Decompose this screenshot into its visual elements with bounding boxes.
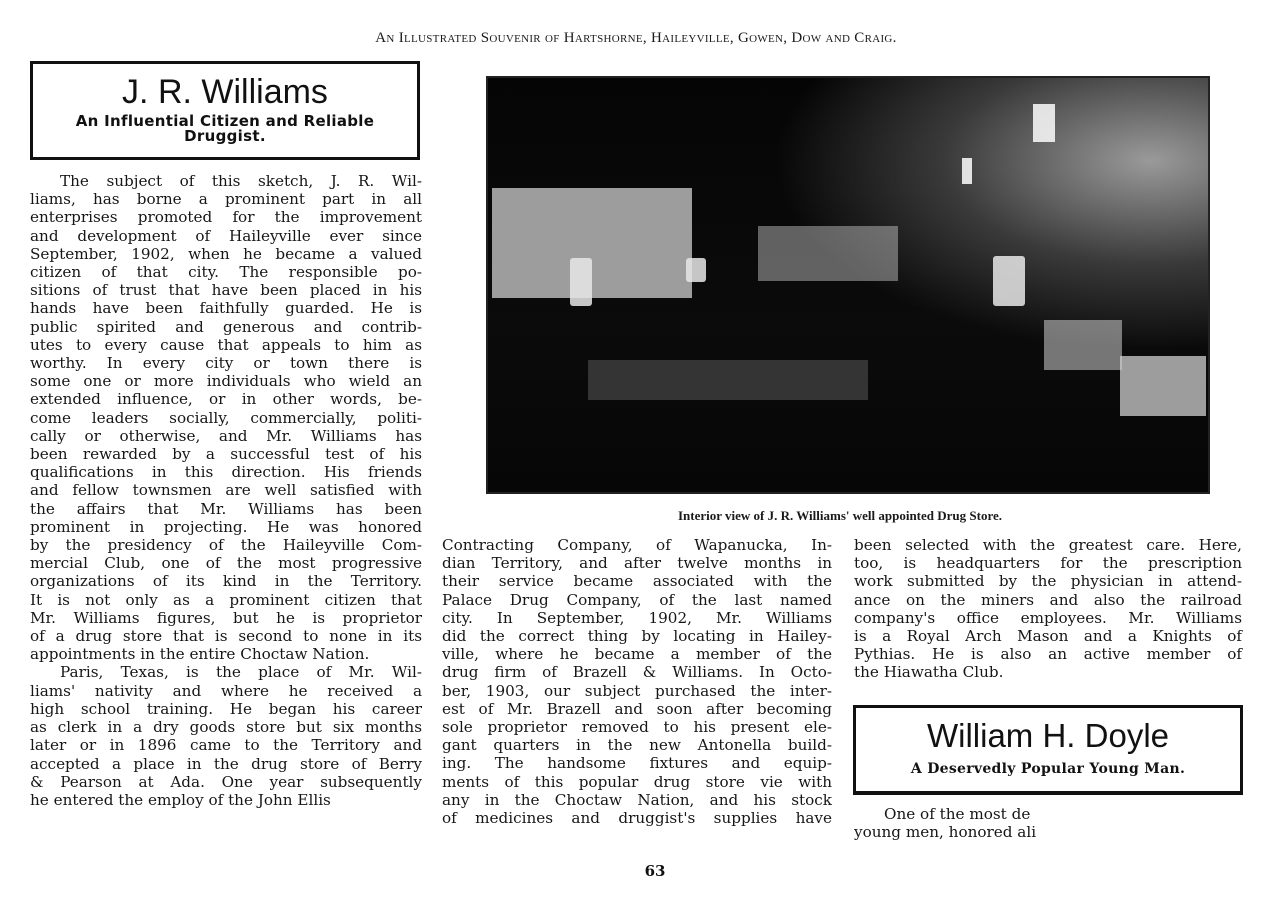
text-line: some one or more individuals who wield an (30, 372, 422, 391)
text-line: as clerk in a dry goods store but six months (30, 718, 422, 737)
text-line: qualifications in this direction. His friends (30, 463, 422, 482)
text-line: city. In September, 1902, Mr. Williams (442, 608, 832, 627)
text-line: public spirited and generous and contrib- (30, 317, 422, 336)
text-line: of medicines and druggist's supplies have (442, 809, 832, 828)
text-line: est of Mr. Brazell and soon after becoming (442, 699, 832, 718)
text-line: gant quarters in the new Antonella build- (442, 736, 832, 755)
text-line: citizen of that city. The responsible po- (30, 263, 422, 282)
text-line: One of the most de (884, 805, 1031, 823)
article-column-3 (854, 536, 1242, 682)
text-line: work submitted by the physician in attend- (854, 572, 1242, 591)
text-line: liams, has borne a prominent part in all (30, 190, 422, 209)
text-line: and fellow townsmen are well satisfied with (30, 481, 422, 500)
article-subtitle: A Deservedly Popular Young Man. (910, 761, 1186, 777)
running-head: An Illustrated Souvenir of Hartshorne, Haileyville, Gowen, Dow and Craig. (375, 30, 897, 46)
text-line: cally or otherwise, and Mr. Williams has (30, 426, 422, 445)
article-column-doyle (854, 805, 1242, 841)
photo-display-counter (1044, 320, 1122, 370)
photo-shelving-left (492, 188, 692, 298)
text-line: ville, where he became a member of the (442, 645, 832, 664)
text-line: accepted a place in the drug store of Berry (30, 754, 422, 773)
text-line: the affairs that Mr. Williams has been (30, 499, 422, 518)
article-column-1 (30, 172, 422, 809)
photo-clerk-3 (993, 256, 1025, 306)
text-line: dian Territory, and after twelve months in (442, 554, 832, 573)
text-line: ments of this popular drug store vie with (442, 772, 832, 791)
text-line: Contracting Company, of Wapanucka, In- (442, 536, 832, 554)
photo-window-1 (1033, 104, 1055, 142)
photo-clerk-2 (686, 258, 706, 282)
text-line: sole proprietor removed to his present ele- (442, 718, 832, 737)
text-line: company's office employees. Mr. Williams (854, 608, 1242, 627)
text-line: mercial Club, one of the most progressive (30, 554, 422, 573)
text-line: Palace Drug Company, of the last named (442, 590, 832, 609)
photo-back-wall (758, 226, 898, 281)
text-line: ber, 1903, our subject purchased the inter- (442, 681, 832, 700)
text-line: Mr. Williams figures, but he is proprietor (30, 608, 422, 627)
text-line: extended influence, or in other words, be- (30, 390, 422, 409)
text-line: Pythias. He is also an active member of (854, 645, 1242, 664)
text-line: he entered the employ of the John Ellis (30, 790, 331, 809)
text-line: their service became associated with the (442, 572, 832, 591)
text-line: is a Royal Arch Mason and a Knights of (854, 627, 1242, 646)
photo-caption: Interior view of J. R. Williams' well appointed Drug Store. (677, 508, 1003, 523)
article-subtitle: An Influential Citizen and Reliable Druggist. (75, 112, 375, 145)
photo-floor (588, 360, 868, 400)
photo-clerk-1 (570, 258, 592, 306)
text-line: been rewarded by a successful test of his (30, 445, 422, 464)
photo-display-case-right (1120, 356, 1206, 416)
text-line: and development of Haileyville ever since (30, 226, 422, 245)
text-line: of a drug store that is second to none in its (30, 627, 422, 646)
text-line: appointments in the entire Choctaw Nation. (30, 645, 370, 664)
text-line: prominent in projecting. He was honored (30, 517, 422, 536)
text-line: utes to every cause that appeals to him as (30, 335, 422, 354)
article-title: William H. Doyle (926, 717, 1170, 754)
text-line: liams' nativity and where he received a (30, 681, 422, 700)
text-line: the Hiawatha Club. (854, 663, 1004, 682)
text-line: high school training. He began his career (30, 699, 422, 718)
text-line: sitions of trust that have been placed in his (30, 281, 422, 300)
text-line: any in the Choctaw Nation, and his stock (442, 790, 832, 809)
text-line: ance on the miners and also the railroad (854, 590, 1242, 609)
store-interior-photo (486, 76, 1210, 494)
article-title-box-doyle (853, 705, 1243, 795)
page-number: 63 (644, 862, 666, 880)
text-line: worthy. In every city or town there is (30, 354, 422, 373)
text-line: did the correct thing by locating in Hailey- (442, 627, 832, 646)
text-line: been selected with the greatest care. Here, (854, 536, 1242, 554)
article-title: J. R. Williams (122, 73, 328, 111)
text-line: young men, honored ali (854, 823, 1037, 842)
text-line: by the presidency of the Haileyville Com- (30, 536, 422, 555)
text-line: drug firm of Brazell & Williams. In Octo- (442, 663, 832, 682)
text-line: later or in 1896 came to the Territory and (30, 736, 422, 755)
text-line: September, 1902, when he became a valued (30, 244, 422, 263)
text-line: The subject of this sketch, J. R. Wil- (60, 172, 422, 190)
article-title-box-williams (30, 61, 420, 160)
text-line: ing. The handsome fixtures and equip- (442, 754, 832, 773)
text-line: hands have been faithfully guarded. He is (30, 299, 422, 318)
text-line: come leaders socially, commercially, politi- (30, 408, 422, 427)
text-line: Paris, Texas, is the place of Mr. Wil- (60, 663, 422, 682)
article-column-2 (442, 536, 832, 827)
text-line: organizations of its kind in the Territory. (30, 572, 422, 591)
text-line: enterprises promoted for the improvement (30, 208, 422, 227)
text-line: It is not only as a prominent citizen that (30, 590, 422, 609)
text-line: too, is headquarters for the prescription (854, 554, 1242, 573)
photo-window-2 (962, 158, 972, 184)
text-line: & Pearson at Ada. One year subsequently (30, 772, 422, 791)
